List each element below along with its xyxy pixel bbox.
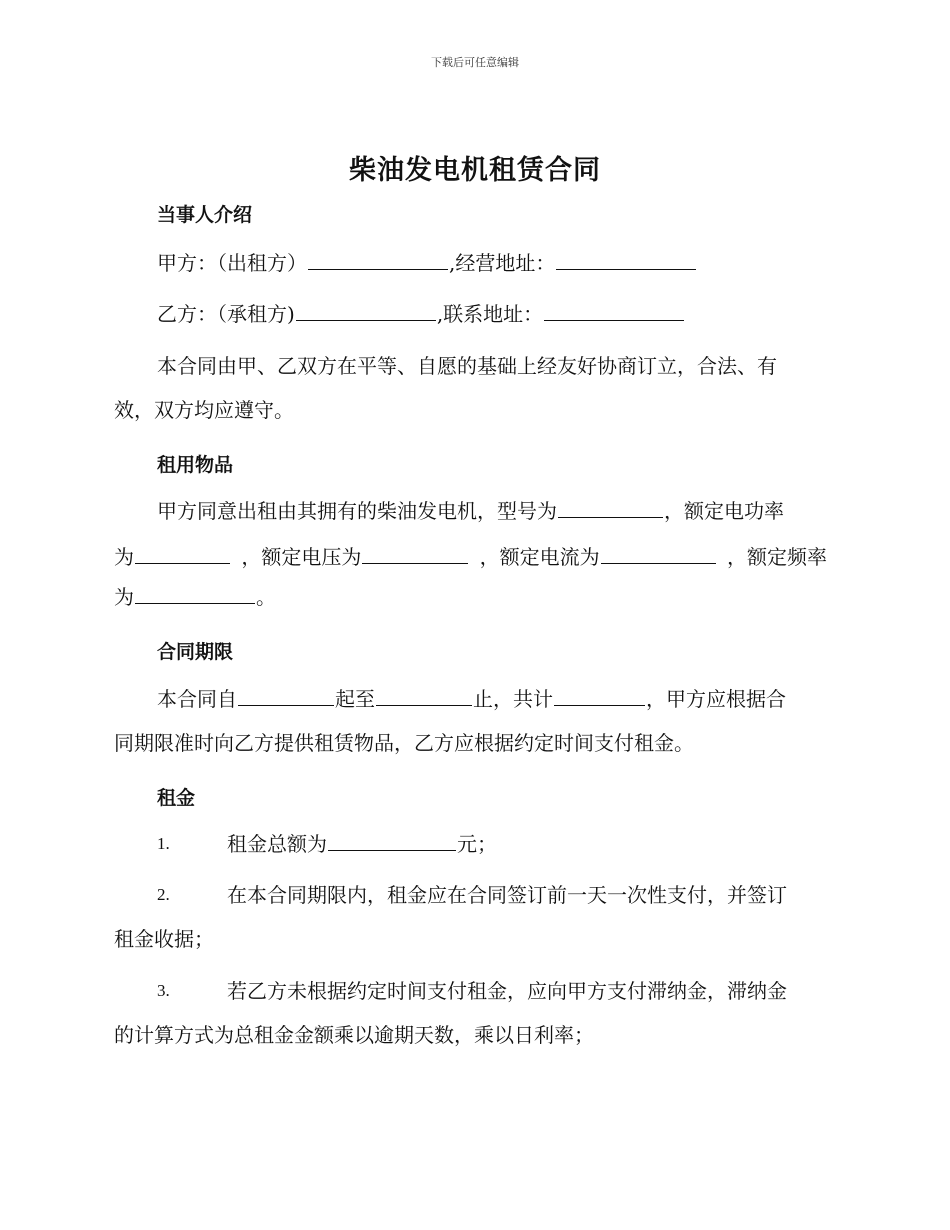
party-b-address-label: ,联系地址： (436, 302, 544, 326)
party-b-address-blank[interactable] (544, 300, 684, 321)
party-b-label: 乙方：（承租方) (157, 302, 295, 326)
header-note: 下载后可任意编辑 (431, 56, 519, 69)
rent-item-2-number: 2. (157, 885, 170, 904)
goods-model-label: 甲方同意出租由其拥有的柴油发电机，型号为 (157, 499, 557, 523)
rent-total-blank[interactable] (328, 830, 456, 851)
section-heading-goods: 租用物品 (157, 454, 234, 476)
party-a-line (157, 249, 697, 277)
end-date-blank[interactable] (376, 685, 472, 706)
start-date-blank[interactable] (238, 685, 334, 706)
goods-line-1 (157, 497, 784, 525)
rated-current-blank[interactable] (601, 543, 716, 564)
party-a-address-label: ,经营地址： (449, 251, 556, 275)
rated-voltage-label: ，额定电压为 (241, 545, 362, 569)
intro-line-2: 效，双方均应遵守。 (114, 398, 294, 422)
for-label: 为 (114, 545, 134, 569)
rated-power-blank[interactable] (135, 543, 230, 564)
goods-line-3 (114, 583, 276, 611)
rent-item-1 (227, 830, 497, 858)
term-line-2: 同期限准时向乙方提供租赁物品，乙方应根据约定时间支付租金。 (114, 731, 694, 755)
rent-item-3-line-2: 的计算方式为总租金金额乘以逾期天数，乘以日利率； (114, 1023, 594, 1047)
term-from-label: 本合同自 (157, 687, 237, 711)
rent-item-2-line-2: 租金收据； (114, 927, 214, 951)
rated-frequency-blank[interactable] (135, 583, 255, 604)
section-heading-parties: 当事人介绍 (157, 204, 253, 226)
rent-item-1-number: 1. (157, 834, 170, 853)
document-title: 柴油发电机租赁合同 (349, 155, 601, 186)
party-a-name-blank[interactable] (308, 249, 448, 270)
party-a-address-blank[interactable] (556, 249, 696, 270)
rent-total-label: 租金总额为 (227, 832, 327, 856)
term-line-1 (157, 685, 786, 713)
intro-line-1: 本合同由甲、乙双方在平等、自愿的基础上经友好协商订立，合法、有 (157, 354, 777, 378)
goods-line-2-current (480, 541, 717, 570)
rent-item-3-number: 3. (157, 981, 170, 1000)
term-to-label: 起至 (335, 687, 375, 711)
rent-item-2-line-1: 在本合同期限内，租金应在合同签订前一天一次性支付，并签订 (227, 883, 787, 907)
period-mark: 。 (256, 585, 276, 609)
rated-current-label: ，额定电流为 (479, 545, 600, 569)
rent-item-3-line-1: 若乙方未根据约定时间支付租金，应向甲方支付滞纳金，滞纳金 (227, 979, 787, 1003)
rent-unit-label: 元； (457, 832, 497, 856)
rated-frequency-label: ，额定频率 (726, 545, 827, 569)
rated-power-label: ，额定电功率 (664, 499, 784, 523)
total-duration-blank[interactable] (554, 685, 645, 706)
goods-line-2 (114, 541, 827, 570)
term-total-label: 止，共计 (473, 687, 553, 711)
section-heading-term: 合同期限 (157, 641, 234, 663)
goods-line-2-voltage (241, 541, 469, 570)
goods-line-2-text (114, 541, 231, 570)
model-blank[interactable] (558, 497, 663, 518)
term-line-1-tail: ，甲方应根据合 (646, 687, 786, 711)
party-b-line (157, 300, 685, 328)
party-a-label: 甲方：（出租方） (157, 251, 307, 275)
section-heading-rent: 租金 (157, 787, 196, 809)
for-label-2: 为 (114, 585, 134, 609)
rated-voltage-blank[interactable] (362, 543, 468, 564)
party-b-name-blank[interactable] (296, 300, 436, 321)
